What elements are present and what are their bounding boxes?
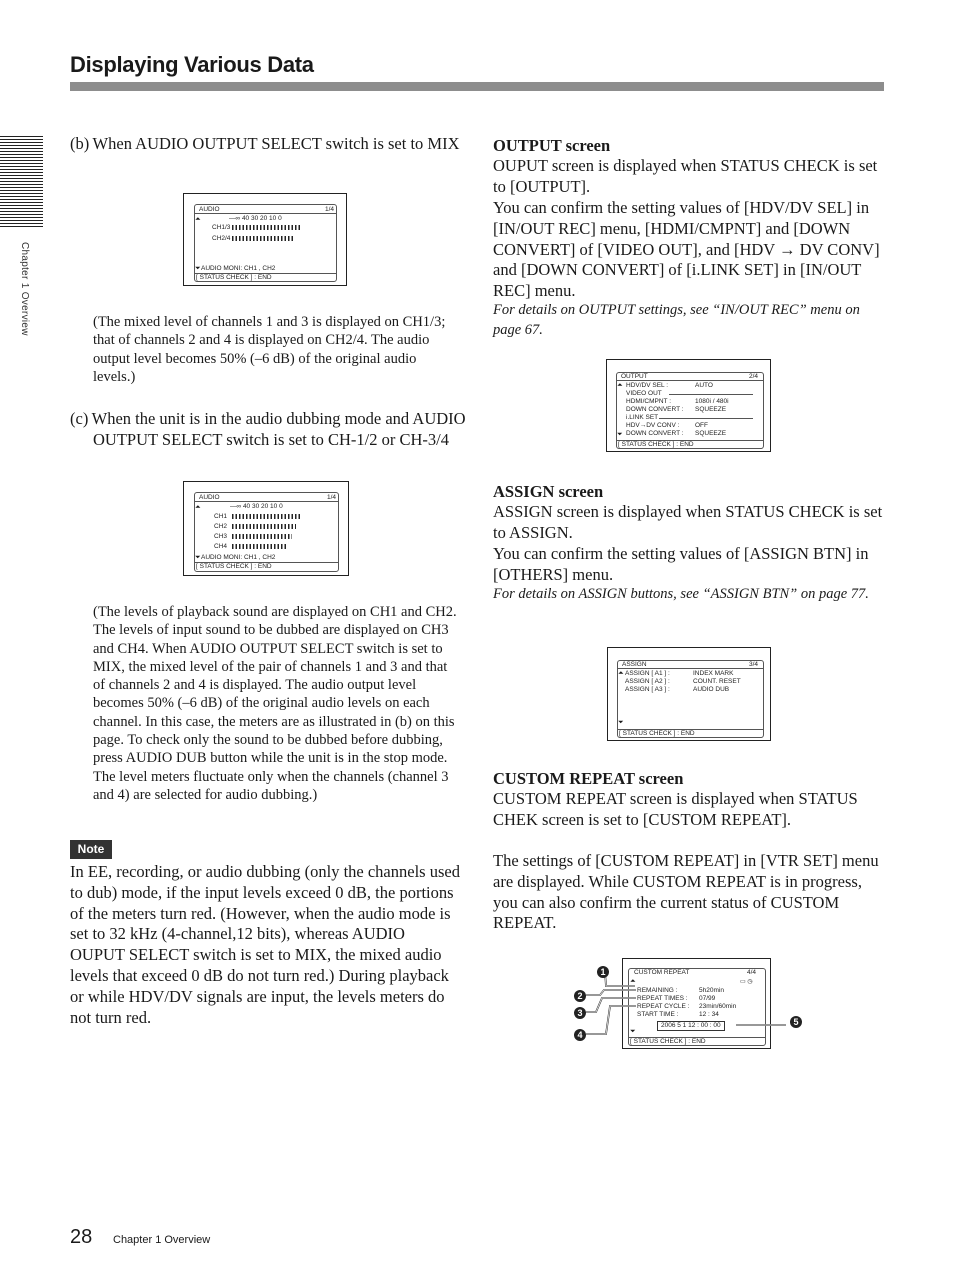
audio-moni-line: AUDIO MONI: CH1 , CH2 xyxy=(201,554,276,561)
audio-screen-b xyxy=(183,193,347,286)
paragraph-b: (The mixed level of channels 1 and 3 is displayed on CH1/3; that of channels 2 and 4 is displayed on CH2/4. The audio output level becomes 50% (–6 dB) of the original audio levels.) xyxy=(93,314,446,385)
setting-value: SQUEEZE xyxy=(695,430,727,437)
repeat-value: 12 : 34 xyxy=(699,1011,719,1018)
scroll-up-icon: ⏶ xyxy=(195,215,201,223)
level-meter xyxy=(232,514,302,519)
leader-line-2 xyxy=(586,990,636,995)
screen-title: AUDIO xyxy=(199,206,220,213)
repeat-label: REPEAT TIMES : xyxy=(637,995,688,1002)
output-heading: OUTPUT screen xyxy=(493,136,611,155)
assign-heading: ASSIGN screen xyxy=(493,482,604,501)
repeat-label: REPEAT CYCLE : xyxy=(637,1003,690,1010)
leader-line-4 xyxy=(586,1006,636,1034)
screen-footer: [ STATUS CHECK ] : END xyxy=(618,441,694,448)
meter-scale: —∞ 40 30 20 10 0 xyxy=(230,503,283,510)
screen-footer: [ STATUS CHECK ] : END xyxy=(196,274,272,281)
repeat-label: START TIME : xyxy=(637,1011,679,1018)
setting-value: SQUEEZE xyxy=(695,406,727,413)
setting-label: DOWN CONVERT : xyxy=(626,430,684,437)
audio-screen-c xyxy=(183,481,349,576)
repeat-value: 5h20min xyxy=(699,987,724,994)
assign-label: ASSIGN [ A2 ] : xyxy=(625,678,670,685)
audio-moni-line: AUDIO MONI: CH1 , CH2 xyxy=(201,265,276,272)
screen-page: 1/4 xyxy=(327,494,337,501)
callout-2: 2 xyxy=(574,990,586,1002)
setting-label: HDV→DV CONV : xyxy=(626,422,680,429)
assign-body: ASSIGN screen is displayed when STATUS CHECK is set to ASSIGN. xyxy=(493,502,883,542)
leader-line-3 xyxy=(586,998,636,1012)
repeat-value: 23min/60min xyxy=(699,1003,737,1010)
scroll-down-icon: ⏷ xyxy=(195,264,201,272)
setting-value: OFF xyxy=(695,422,708,429)
page-title: Displaying Various Data xyxy=(70,52,314,77)
screen-page: 4/4 xyxy=(747,969,757,976)
screen-footer: [ STATUS CHECK ] : END xyxy=(619,730,695,737)
callout-5: 5 xyxy=(790,1016,802,1028)
level-meter xyxy=(232,534,292,539)
assign-label: ASSIGN [ A1 ] : xyxy=(625,670,670,677)
screen-divider xyxy=(194,213,337,214)
screen-footer: [ STATUS CHECK ] : END xyxy=(630,1038,706,1045)
screen-title: CUSTOM REPEAT xyxy=(634,969,690,976)
note-text: In EE, recording, or audio dubbing (only the channels used to dub) mode, if the input levels exceed 0 dB, the portions of the meters turn red. (However, when the audio mode is set to 32 kHz (4-channel,12 bits), whereas AUDIO OUPUT SELECT switch is set to MIX, the mixed audio levels that exceed 0 dB do not turn red.) During playback or while HDV/DV signals are input, the levels meters do not turn red. xyxy=(70,862,460,1027)
scroll-up-icon: ⏶ xyxy=(195,503,201,511)
level-meter xyxy=(232,236,294,241)
channel-label: CH1 xyxy=(214,513,228,520)
repeat-value: 07/99 xyxy=(699,995,716,1002)
footer-chapter-label: Chapter 1 Overview xyxy=(113,1234,211,1246)
scroll-down-icon: ⏷ xyxy=(617,430,623,438)
level-meter xyxy=(232,524,296,529)
screen-page: 2/4 xyxy=(749,373,759,380)
channel-label: CH1/3 xyxy=(212,224,231,231)
screen-divider xyxy=(194,501,339,502)
screen-divider xyxy=(616,380,764,381)
channel-label: CH4 xyxy=(214,543,228,550)
scroll-up-icon: ⏶ xyxy=(617,381,623,389)
assign-screen xyxy=(607,647,771,741)
item-c-heading: (c) When the unit is in the audio dubbing mode and AUDIO OUTPUT SELECT switch is set to CH-1/2 or CH-3/4 xyxy=(70,409,466,449)
screen-footer: [ STATUS CHECK ] : END xyxy=(196,563,272,570)
date-time-box: 2006 5 1 12 : 00 : 00 xyxy=(657,1021,725,1031)
scroll-down-icon: ⏷ xyxy=(195,553,201,561)
screen-title: AUDIO xyxy=(199,494,220,501)
scroll-down-icon: ⏷ xyxy=(618,718,624,726)
callout-4: 4 xyxy=(574,1029,586,1041)
assign-value: INDEX MARK xyxy=(693,670,734,677)
repeat-label: REMAINING : xyxy=(637,987,678,994)
setting-value: AUTO xyxy=(695,382,713,389)
side-chapter-label: Chapter 1 Overview xyxy=(19,242,30,336)
callout-3: 3 xyxy=(574,1007,586,1019)
custom-repeat-body-2: The settings of [CUSTOM REPEAT] in [VTR SET] menu are displayed. While CUSTOM REPEAT is in progress, you can also confirm the current status of CUSTOM REPEAT. xyxy=(493,851,879,933)
setting-label: DOWN CONVERT : xyxy=(626,406,684,413)
screen-page: 3/4 xyxy=(749,661,759,668)
screen-divider xyxy=(617,668,764,669)
custom-repeat-body: CUSTOM REPEAT screen is displayed when STATUS CHEK screen is set to [CUSTOM REPEAT]. xyxy=(493,789,858,829)
note-label: Note xyxy=(70,840,112,859)
paragraph-c: (The levels of playback sound are displayed on CH1 and CH2. The levels of input sound to be dubbed are displayed on CH3 and CH4. When AUDIO OUTPUT SELECT switch is set to MIX, the mixed level of the pair of channels 1 and 3 and that of channels 2 and 4 is displayed. The audio output level becomes 50% (–6 dB) of the original audio levels on each channel. In this case, the meters are as illustrated in (b) on this page. To check only the sound to be dubbed before dubbing, press AUDIO DUB button while the unit is in the stop mode. The level meters fluctuate only when the channels (channel 3 and 4) are selected for audio dubbing.) xyxy=(93,604,457,803)
scroll-down-icon: ⏷ xyxy=(630,1027,636,1035)
level-meter xyxy=(232,225,302,230)
leader-line-1 xyxy=(605,972,635,986)
assign-value: COUNT. RESET xyxy=(693,678,741,685)
output-screen xyxy=(606,359,771,452)
scroll-up-icon: ⏶ xyxy=(618,669,624,677)
channel-label: CH2/4 xyxy=(212,235,231,242)
title-rule xyxy=(70,82,884,91)
channel-label: CH3 xyxy=(214,533,228,540)
chapter-thumb-index xyxy=(0,136,43,228)
setting-label: HDMI/CMPNT : xyxy=(626,398,672,405)
screen-page: 1/4 xyxy=(325,206,335,213)
group-rule xyxy=(659,418,753,419)
item-b-heading: (b) When AUDIO OUTPUT SELECT switch is set to MIX xyxy=(70,134,460,153)
callout-1: 1 xyxy=(597,966,609,978)
page-number: 28 xyxy=(70,1226,93,1248)
output-body-2: You can confirm the setting values of [HDV/DV SEL] in [IN/OUT REC] menu, [HDMI/CMPNT] and [DOWN CONVERT] of [VIDEO OUT], and [HDV → DV CONV] and [DOWN CONVERT] of [i.LINK SET] in [IN/OUT REC] menu. xyxy=(493,198,880,301)
custom-repeat-heading: CUSTOM REPEAT screen xyxy=(493,769,684,788)
setting-label: HDV/DV SEL : xyxy=(626,382,669,389)
level-meter xyxy=(232,544,288,549)
assign-label: ASSIGN [ A3 ] : xyxy=(625,686,670,693)
setting-group: i.LINK SET xyxy=(626,414,659,421)
assign-body-2: You can confirm the setting values of [ASSIGN BTN] in [OTHERS] menu. xyxy=(493,544,869,584)
group-rule xyxy=(669,394,753,395)
scroll-up-icon: ⏶ xyxy=(630,977,636,985)
assign-reference: For details on ASSIGN buttons, see “ASSIGN BTN” on page 77. xyxy=(493,586,869,602)
screen-title: ASSIGN xyxy=(622,661,647,668)
setting-group: VIDEO OUT xyxy=(626,390,662,397)
setting-value: 1080i / 480i xyxy=(695,398,729,405)
assign-value: AUDIO DUB xyxy=(693,686,730,693)
screen-title: OUTPUT xyxy=(621,373,648,380)
battery-clock-icon: ▭ ◷ xyxy=(740,979,753,985)
channel-label: CH2 xyxy=(214,523,228,530)
output-reference: For details on OUTPUT settings, see “IN/OUT REC” menu on page 67. xyxy=(493,302,860,338)
meter-scale: —∞ 40 30 20 10 0 xyxy=(229,215,282,222)
output-body: OUPUT screen is displayed when STATUS CHECK is set to [OUTPUT]. xyxy=(493,156,878,196)
